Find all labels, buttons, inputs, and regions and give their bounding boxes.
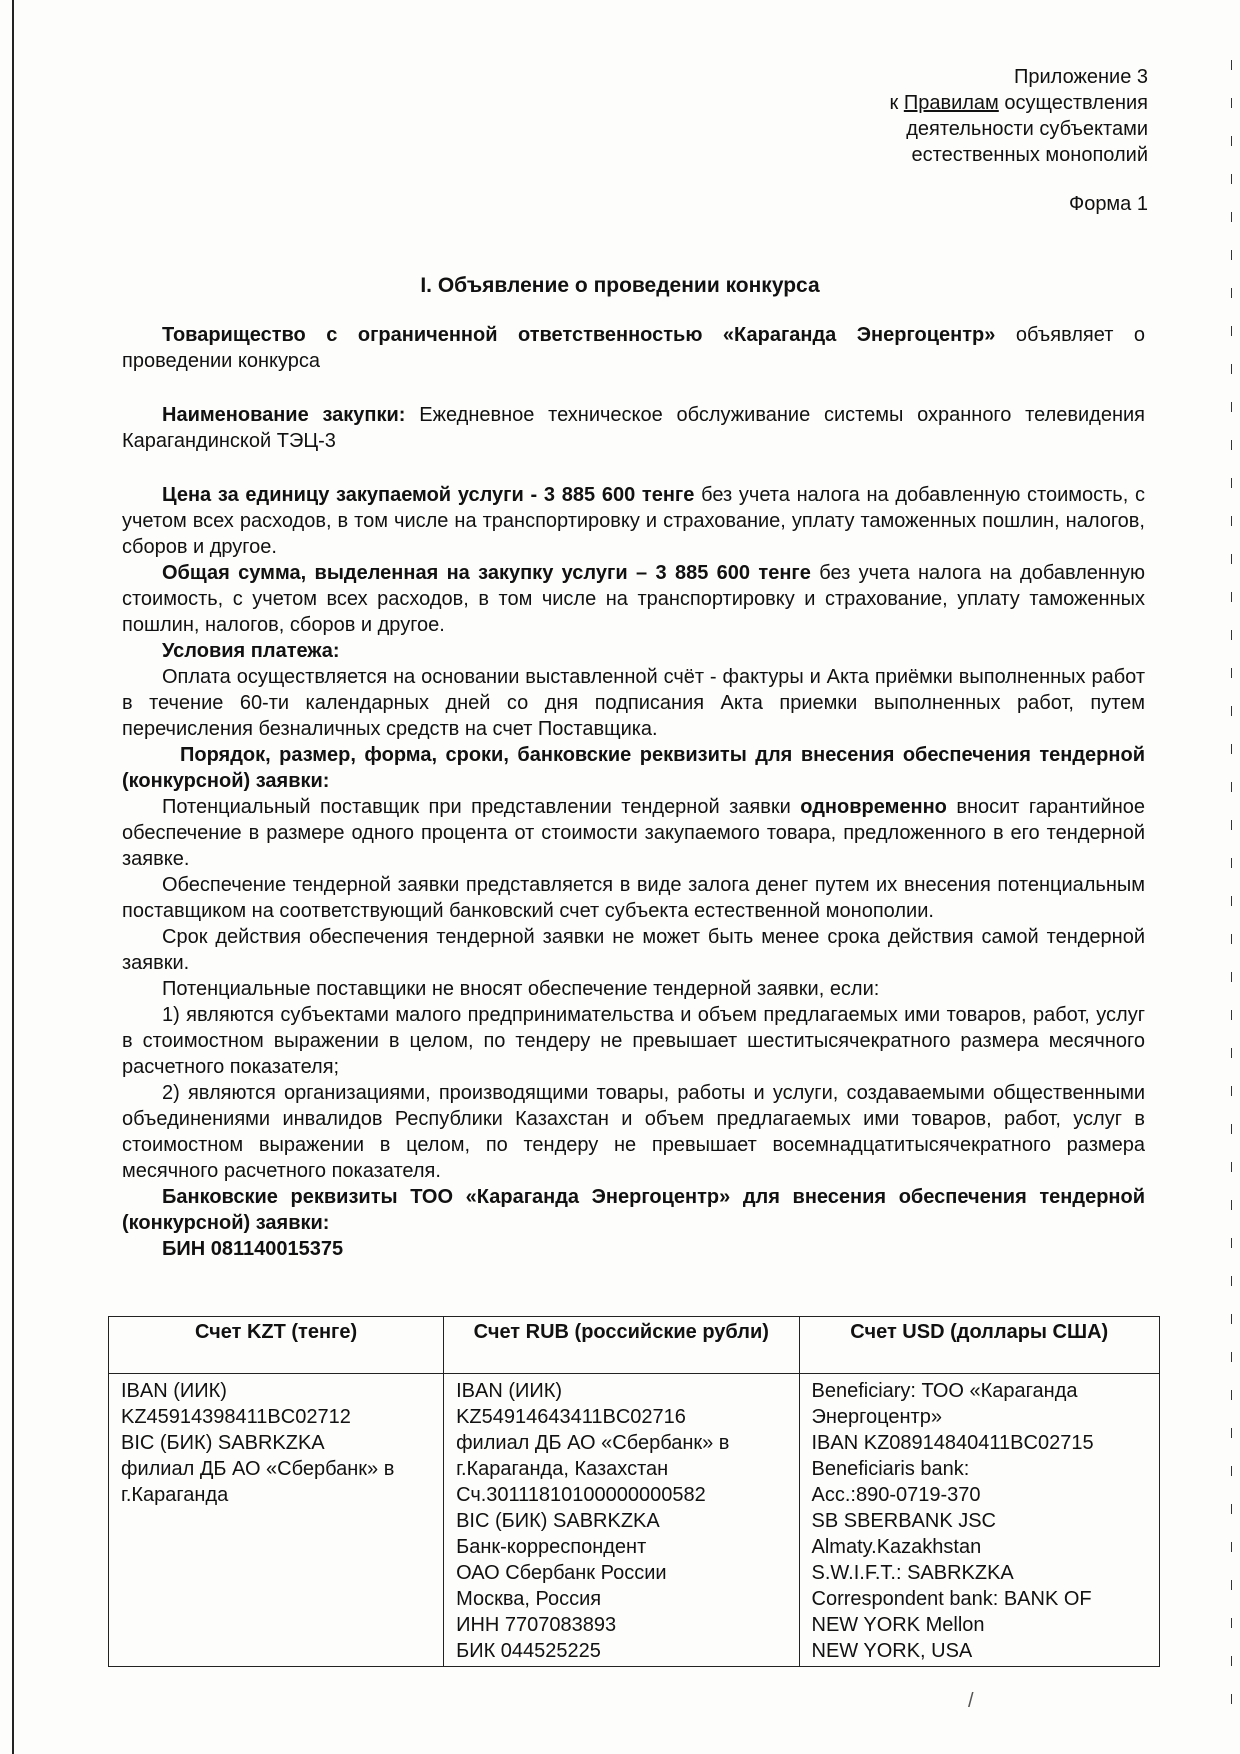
procurement-label: Наименование закупки: xyxy=(162,404,406,426)
pen-mark: / xyxy=(968,1690,974,1712)
price-amount: - 3 885 600 тенге xyxy=(523,484,695,506)
usd-line: Almaty.Kazakhstan xyxy=(811,1536,982,1558)
security-p4: Потенциальные поставщики не вносят обеспечение тендерной заявки, если: xyxy=(162,978,880,1000)
rub-line: Москва, Россия xyxy=(456,1588,602,1610)
table-row xyxy=(109,1374,1160,1667)
rub-line: KZ54914643411BC02716 xyxy=(456,1406,686,1428)
scan-edge-right xyxy=(1231,60,1232,1710)
usd-line: Beneficiaris bank: xyxy=(811,1458,970,1480)
kzt-line: IBAN (ИИК) xyxy=(121,1380,227,1402)
procurement-text: Ежедневное техническое обслуживание системы охранного телевидения Карагандинской ТЭЦ-3 xyxy=(122,404,1146,452)
page-title: I. Объявление о проведении конкурса xyxy=(420,274,820,297)
usd-line: NEW YORK, USA xyxy=(811,1640,973,1662)
column-header-kzt: Счет KZT (тенге) xyxy=(109,1317,444,1374)
security-heading xyxy=(122,742,1145,794)
rub-line: филиал ДБ АО «Сбербанк» в xyxy=(456,1432,730,1454)
usd-line: S.W.I.F.T.: SABRKZKA xyxy=(811,1562,1014,1584)
security-p1-b: вносит гарантийное обеспечение в размере одного процента от стоимости закупаемого товара, предложенного в его тендерной заявке. xyxy=(122,796,1145,870)
bank-heading-text: Банковские реквизиты ТОО «Караганда Энергоцентр» для внесения обеспечения тендерной (конкурсной) заявки: xyxy=(122,1186,1145,1234)
rub-line: г.Караганда, Казахстан xyxy=(456,1458,669,1480)
intro-rest: объявляет о проведении конкурса xyxy=(122,324,1145,372)
rub-account-cell xyxy=(444,1374,799,1667)
payment-label: Условия платежа: xyxy=(162,640,340,662)
bin-number: БИН 081140015375 xyxy=(162,1238,344,1260)
security-p3: Срок действия обеспечения тендерной заявки не может быть менее срока действия самой тендерной заявки. xyxy=(122,926,1145,974)
scan-edge-left xyxy=(12,0,14,1754)
rules-prefix: к xyxy=(889,92,904,114)
usd-line: Энергоцентр» xyxy=(811,1406,942,1428)
bank-heading xyxy=(122,1184,1145,1236)
usd-account-cell xyxy=(799,1374,1160,1667)
rub-line: ИНН 7707083893 xyxy=(456,1614,617,1636)
bank-accounts-table xyxy=(108,1316,1160,1667)
payment-text: Оплата осуществляется на основании выставленной счёт - фактуры и Акта приёмки выполненных работ в течение 60-ти календарных дней со дня подписания Акта приемки выполненных работ, путем перечисления безналичных средств на счет Поставщика. xyxy=(122,666,1145,740)
appendix-rules-line xyxy=(890,90,1148,116)
price-text: без учета налога на добавленную стоимость, с учетом всех расходов, в том числе на транспортировку и страхование, уплату таможенных пошлин, налогов, сборов и другое. xyxy=(122,484,1146,558)
rules-suffix: осуществления xyxy=(998,92,1148,114)
kzt-line: г.Караганда xyxy=(121,1484,229,1506)
security-p5: 1) являются субъектами малого предпринимательства и объем предлагаемых ими товаров, работ, услуг в стоимостном выражении в целом, по тендеру не превышает шеститысячекратного размера месячного расчетного показателя; xyxy=(122,1004,1145,1078)
column-header-rub: Счет RUB (российские рубли) xyxy=(444,1317,799,1374)
appendix-header xyxy=(890,64,1148,168)
security-heading-text: Порядок, размер, форма, сроки, банковские реквизиты для внесения обеспечения тендерной (конкурсной) заявки: xyxy=(122,744,1145,792)
security-p1-a: Потенциальный поставщик при представлении тендерной заявки xyxy=(162,796,801,818)
usd-line: NEW YORK Mellon xyxy=(811,1614,985,1636)
rub-line: IBAN (ИИК) xyxy=(456,1380,563,1402)
security-p1 xyxy=(122,794,1145,872)
rub-line: Сч.30111810100000000582 xyxy=(456,1484,706,1506)
appendix-line3: деятельности субъектами xyxy=(906,118,1148,140)
form-label: Форма 1 xyxy=(1068,193,1148,215)
document-body xyxy=(122,322,1145,1262)
table-header-row xyxy=(109,1317,1160,1374)
usd-line: Acc.:890-0719-370 xyxy=(811,1484,981,1506)
appendix-line4: естественных монополий xyxy=(911,144,1148,166)
kzt-line: филиал ДБ АО «Сбербанк» в xyxy=(121,1458,395,1480)
price-label: Цена за единицу закупаемой услуги xyxy=(162,484,524,506)
total-label: Общая сумма, выделенная на закупку услуги – 3 885 600 тенге xyxy=(162,562,811,584)
procurement-paragraph xyxy=(122,402,1145,454)
rules-link[interactable]: Правилам xyxy=(903,92,999,114)
appendix-number: Приложение 3 xyxy=(1014,66,1148,88)
company-name: Товарищество с ограниченной ответственностью «Караганда Энергоцентр» xyxy=(162,324,996,346)
rub-line: BIC (БИК) SABRKZKA xyxy=(456,1510,660,1532)
security-p6: 2) являются организациями, производящими товары, работы и услуги, создаваемыми общественными объединениями инвалидов Республики Казахстан и объем предлагаемых ими товаров, работ, услуг в стоимостном выражении в целом, по тендеру не превышает восемнадцатитысячекратного размера месячного расчетного показателя. xyxy=(122,1082,1145,1182)
price-paragraph xyxy=(122,482,1145,560)
security-p1-bold: одновременно xyxy=(800,796,947,818)
kzt-line: BIC (БИК) SABRKZKA xyxy=(121,1432,325,1454)
column-header-usd: Счет USD (доллары США) xyxy=(799,1317,1160,1374)
total-paragraph xyxy=(122,560,1145,638)
rub-line: Банк-корреспондент xyxy=(456,1536,647,1558)
usd-line: Beneficiary: ТОО «Караганда xyxy=(811,1380,1078,1402)
usd-line: Correspondent bank: BANK OF xyxy=(811,1588,1092,1610)
payment-heading xyxy=(122,638,1145,664)
intro-paragraph xyxy=(122,322,1145,374)
usd-line: SB SBERBANK JSC xyxy=(811,1510,997,1532)
rub-line: БИК 044525225 xyxy=(456,1640,601,1662)
kzt-line: KZ45914398411BC02712 xyxy=(121,1406,351,1428)
security-p2: Обеспечение тендерной заявки представляется в виде залога денег путем их внесения потенциальным поставщиком на соответствующий банковский счет субъекта естественной монополии. xyxy=(122,874,1145,922)
usd-line: IBAN KZ08914840411BC02715 xyxy=(811,1432,1094,1454)
rub-line: ОАО Сбербанк России xyxy=(456,1562,667,1584)
kzt-account-cell xyxy=(109,1374,444,1667)
total-text: без учета налога на добавленную стоимость, с учетом всех расходов, в том числе на транспортировку и страхование, уплату таможенных пошлин, налогов, сборов и другое. xyxy=(122,562,1145,636)
